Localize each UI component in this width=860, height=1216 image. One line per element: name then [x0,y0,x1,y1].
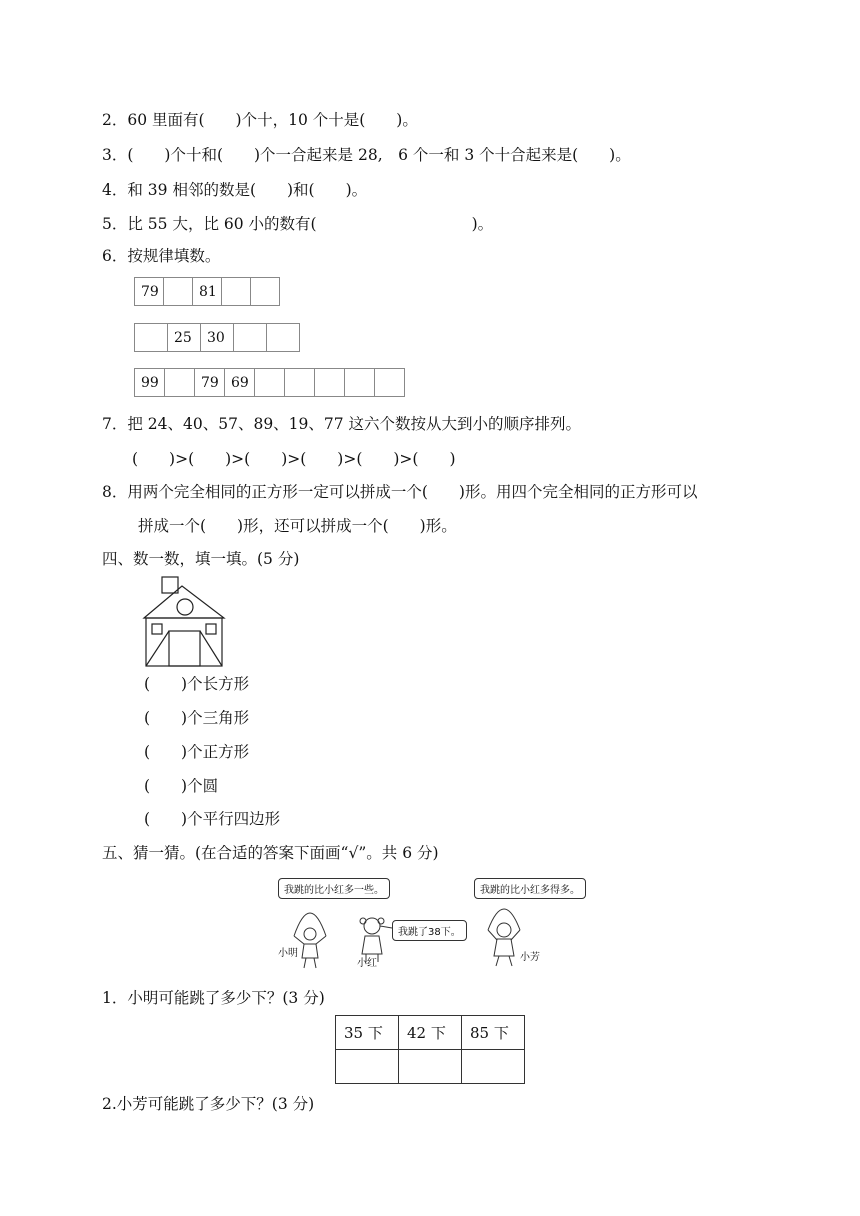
option-85: 85 下 [462,1016,525,1050]
sequence-cell[interactable] [285,369,315,397]
sequence-cell[interactable] [222,278,251,306]
shape-count-circle: ( )个圆 [144,777,219,795]
sequence-cell[interactable]: 81 [193,278,222,306]
shape-count-rectangle: ( )个长方形 [144,675,250,693]
roof-circle [177,599,193,615]
roof-triangle [144,586,224,618]
label-xiaofang: 小芳 [520,952,540,963]
section-5-question-1: 1．小明可能跳了多少下？(3 分) [102,989,325,1007]
label-xiaohong: 小红 [357,958,377,969]
question-7: 7．把 24、40、57、89、19、77 这六个数按从大到小的顺序排列。 [102,415,582,433]
xiaofang-figure [488,909,520,966]
answer-table [335,1015,525,1084]
sequence-table-2 [134,323,300,352]
shape-count-triangle: ( )个三角形 [144,709,250,727]
sequence-cell[interactable] [315,369,345,397]
question-2: 2．60 里面有( )个十，10 个十是( )。 [102,111,418,129]
sequence-cell[interactable]: 99 [135,369,165,397]
section-5-question-2: 2.小芳可能跳了多少下？(3 分) [102,1095,315,1113]
question-6: 6．按规律填数。 [102,247,221,265]
speech-bubble-xiaoming: 我跳的比小红多一些。 [278,878,390,899]
door-rect [169,631,200,666]
question-5: 5．比 55 大，比 60 小的数有( )。 [102,215,494,233]
speech-bubble-xiaofang: 我跳的比小红多得多。 [474,878,586,899]
option-42: 42 下 [399,1016,462,1050]
sequence-cell[interactable] [345,369,375,397]
section-5-title: 五、猜一猜。(在合适的答案下面画“√”。共 6 分) [102,844,439,862]
section-4-title: 四、数一数，填一填。(5 分) [102,550,300,568]
sequence-table-1 [134,277,280,306]
sequence-cell[interactable] [255,369,285,397]
speech-bubble-xiaohong: 我跳了38下。 [392,920,467,941]
window-square-right [206,624,216,634]
sequence-cell[interactable] [164,278,193,306]
house-figure [140,576,226,668]
sequence-cell[interactable]: 79 [135,278,164,306]
question-7-blanks: ( )>( )>( )>( )>( )>( ) [132,450,456,468]
sequence-cell[interactable]: 25 [168,324,201,352]
question-3: 3．( )个十和( )个一合起来是 28, 6 个一和 3 个十合起来是( )。 [102,146,631,164]
house-body [146,618,222,666]
answer-cell-35[interactable] [336,1050,399,1084]
sequence-table-3 [134,368,405,397]
children-illustration [280,896,580,976]
question-4: 4．和 39 相邻的数是( )和( )。 [102,181,368,199]
option-35: 35 下 [336,1016,399,1050]
sequence-cell[interactable] [165,369,195,397]
sequence-cell[interactable] [251,278,280,306]
question-8-line-1: 8．用两个完全相同的正方形一定可以拼成一个( )形。用四个完全相同的正方形可以 [102,483,698,501]
window-square [152,624,162,634]
sequence-cell[interactable] [234,324,267,352]
sequence-cell[interactable] [375,369,405,397]
sequence-cell[interactable] [267,324,300,352]
chimney-square [162,577,178,593]
sequence-cell[interactable]: 79 [195,369,225,397]
answer-cell-42[interactable] [399,1050,462,1084]
answer-cell-85[interactable] [462,1050,525,1084]
label-xiaoming: 小明 [278,948,298,959]
shape-count-square: ( )个正方形 [144,743,250,761]
sequence-cell[interactable] [135,324,168,352]
sequence-cell[interactable]: 69 [225,369,255,397]
xiaoming-figure [294,913,326,968]
question-8-line-2: 拼成一个( )形，还可以拼成一个( )形。 [138,517,457,535]
sequence-cell[interactable]: 30 [201,324,234,352]
shape-count-parallelogram: ( )个平行四边形 [144,810,281,828]
